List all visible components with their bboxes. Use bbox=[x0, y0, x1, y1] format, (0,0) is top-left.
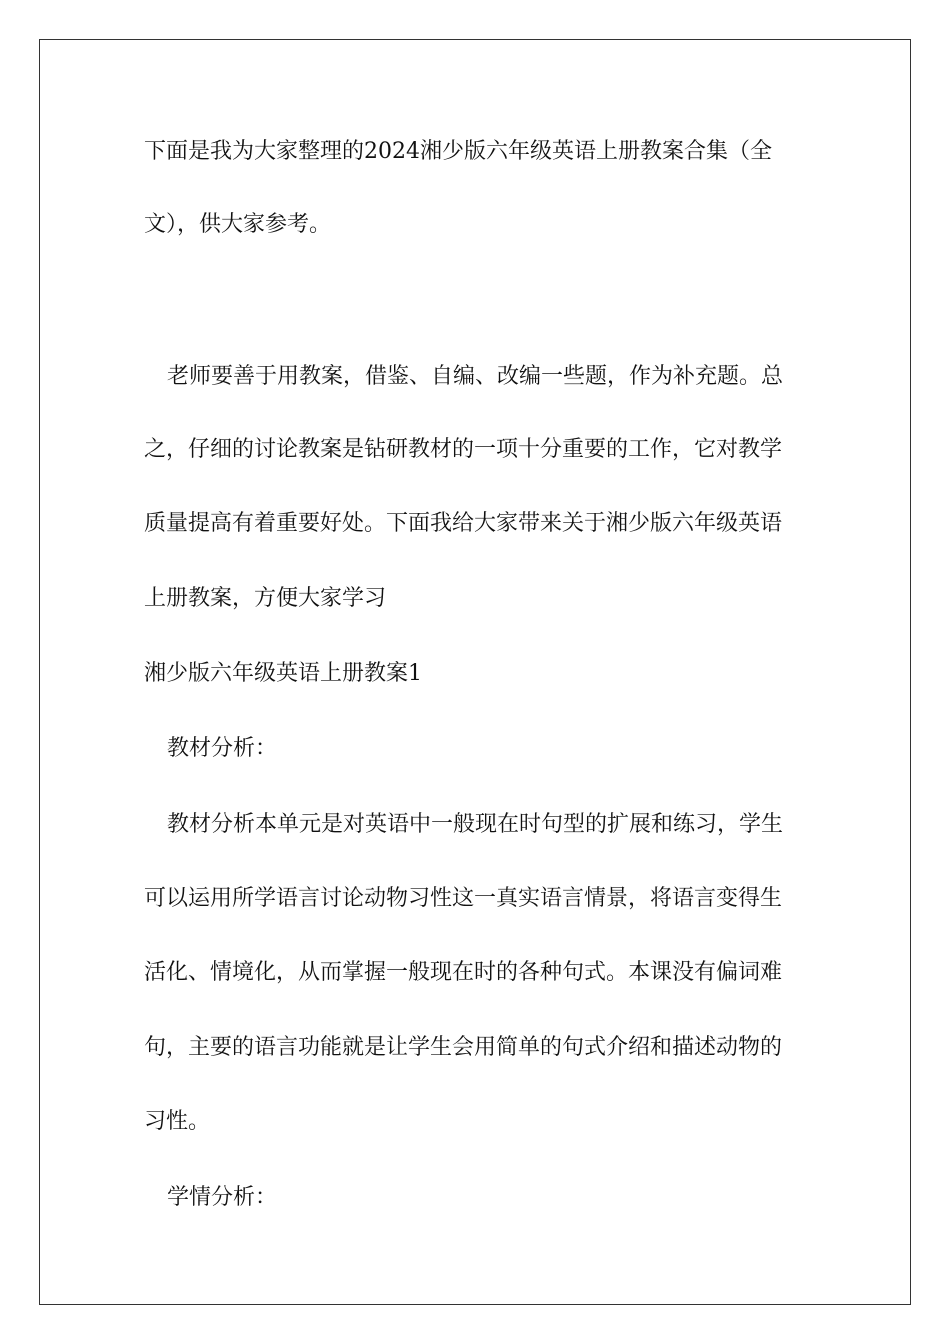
section-title: 湘少版六年级英语上册教案1 bbox=[144, 661, 422, 686]
paragraph2-line-3: 活化、情境化，从而掌握一般现在时的各种句式。本课没有偏词难 bbox=[144, 960, 783, 985]
heading-textbook-analysis: 教材分析： bbox=[167, 736, 278, 761]
intro-line-2: 文），供大家参考。 bbox=[144, 212, 332, 237]
paragraph2-line-4: 句，主要的语言功能就是让学生会用简单的句式介绍和描述动物的 bbox=[144, 1035, 783, 1060]
heading-student-analysis: 学情分析： bbox=[167, 1185, 278, 1210]
paragraph1-line-3: 质量提高有着重要好处。下面我给大家带来关于湘少版六年级英语 bbox=[144, 511, 783, 536]
paragraph1-line-4: 上册教案，方便大家学习 bbox=[144, 586, 387, 611]
paragraph2-line-2: 可以运用所学语言讨论动物习性这一真实语言情景，将语言变得生 bbox=[144, 886, 783, 911]
paragraph2-line-1: 教材分析本单元是对英语中一般现在时句型的扩展和练习，学生 bbox=[167, 812, 784, 837]
intro-line-1: 下面是我为大家整理的2024湘少版六年级英语上册教案合集（全 bbox=[144, 139, 772, 164]
paragraph1-line-1: 老师要善于用教案，借鉴、自编、改编一些题，作为补充题。总 bbox=[167, 364, 784, 389]
paragraph1-line-2: 之，仔细的讨论教案是钻研教材的一项十分重要的工作，它对教学 bbox=[144, 437, 783, 462]
paragraph2-line-5: 习性。 bbox=[144, 1109, 211, 1134]
